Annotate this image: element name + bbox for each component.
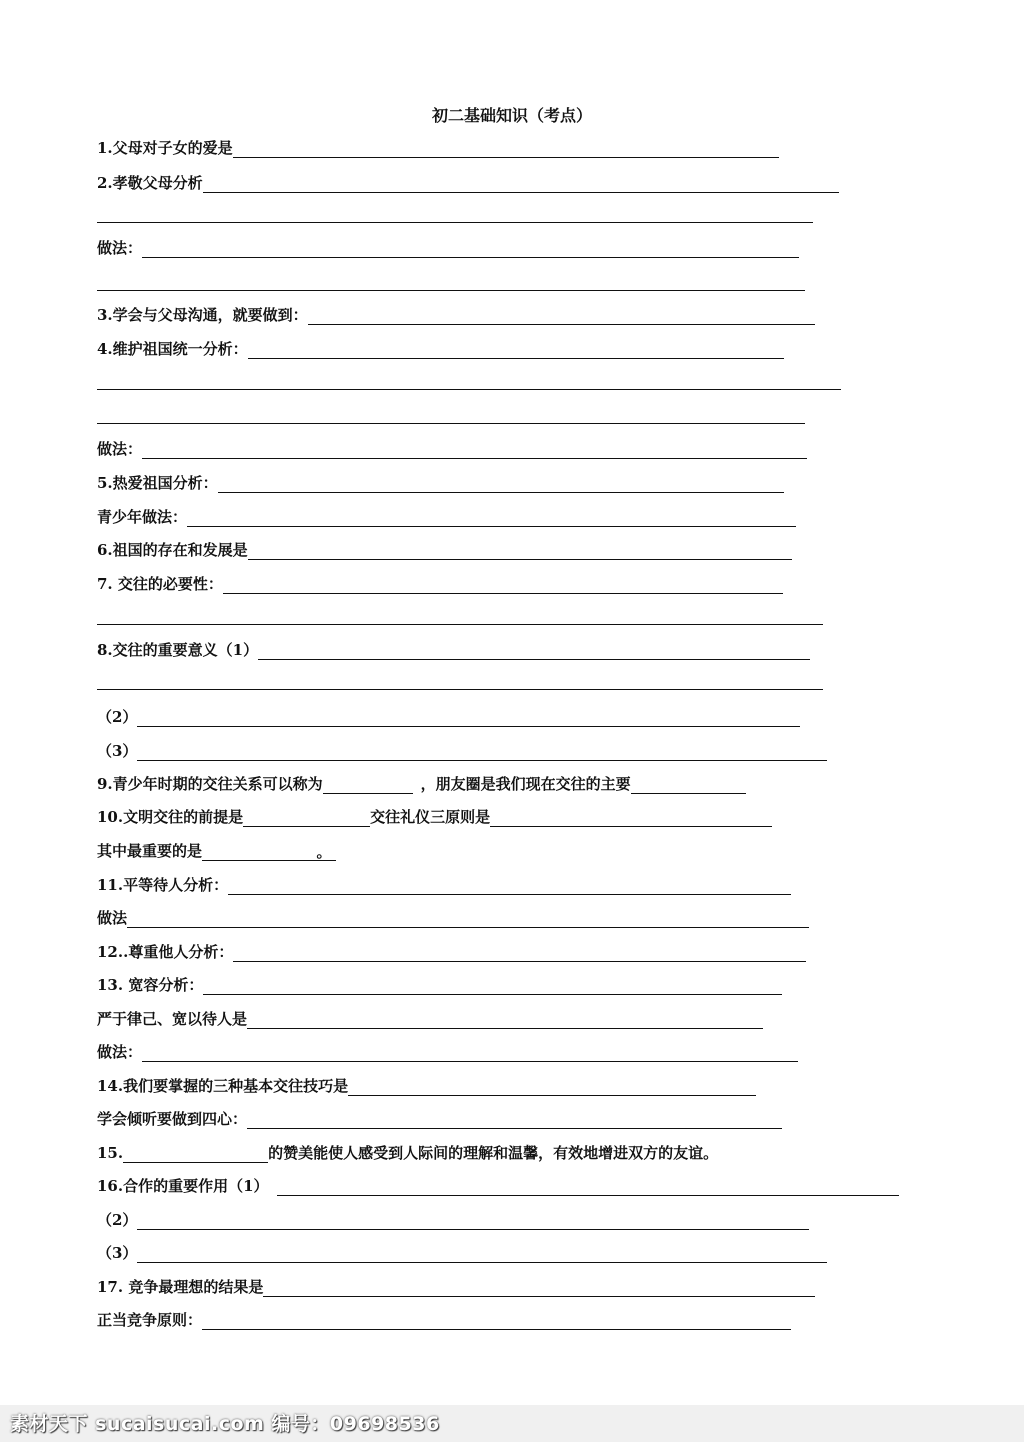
question-16-label: 16.合作的重要作用（1） — [97, 1177, 269, 1195]
question-9 — [97, 772, 746, 794]
answer-blank[interactable] — [187, 508, 796, 527]
question-4-method — [97, 437, 807, 459]
question-16-item-2 — [97, 1208, 809, 1230]
answer-blank[interactable] — [277, 1177, 899, 1196]
question-6-label: 6.祖国的存在和发展是 — [97, 541, 248, 559]
question-5-youth — [97, 505, 796, 527]
method-label: 做法： — [97, 1043, 143, 1061]
question-15-label-2: 的赞美能使人感受到人际间的理解和温馨，有效地增进双方的友谊。 — [268, 1144, 719, 1162]
question-11-method — [97, 906, 809, 928]
question-5-label: 5.热爱祖国分析： — [97, 474, 218, 492]
question-7 — [97, 572, 783, 594]
method-label: 做法： — [97, 239, 143, 257]
question-14 — [97, 1074, 756, 1096]
question-7-label: 7. 交往的必要性： — [97, 575, 223, 593]
answer-blank[interactable] — [243, 808, 370, 827]
question-13-label-2: 严于律己、宽以待人是 — [97, 1010, 248, 1028]
answer-blank[interactable] — [97, 290, 805, 291]
answer-blank[interactable] — [218, 474, 784, 493]
answer-blank[interactable] — [97, 389, 841, 390]
answer-blank[interactable] — [348, 1077, 756, 1096]
method-label: 做法： — [97, 440, 143, 458]
watermark-bar — [0, 1405, 1024, 1442]
page-title: 初二基础知识（考点） — [431, 106, 592, 125]
question-14-label-2: 学会倾听要做到四心： — [97, 1110, 248, 1128]
question-15-label: 15. — [97, 1144, 124, 1162]
question-9-label: 9.青少年时期的交往关系可以称为 — [97, 775, 323, 793]
answer-blank[interactable] — [142, 239, 799, 258]
question-3-label: 3.学会与父母沟通，就要做到： — [97, 306, 308, 324]
answer-blank[interactable] — [258, 641, 810, 660]
answer-blank[interactable] — [97, 624, 823, 625]
question-4 — [97, 337, 784, 359]
answer-blank[interactable] — [142, 1043, 798, 1062]
answer-blank[interactable] — [223, 575, 783, 594]
question-14-listening — [97, 1107, 782, 1129]
answer-blank[interactable] — [490, 808, 772, 827]
answer-blank[interactable] — [202, 1311, 791, 1330]
answer-blank[interactable] — [137, 708, 800, 727]
question-4-label: 4.维护祖国统一分析： — [97, 340, 248, 358]
answer-blank[interactable] — [248, 541, 792, 560]
answer-blank[interactable] — [137, 742, 827, 761]
answer-blank[interactable] — [127, 909, 809, 928]
youth-method-label: 青少年做法： — [97, 508, 188, 526]
question-12 — [97, 940, 806, 962]
answer-blank[interactable] — [202, 842, 312, 861]
question-17-label-2: 正当竞争原则： — [97, 1311, 203, 1329]
question-1 — [97, 136, 779, 158]
answer-blank[interactable] — [248, 340, 784, 359]
question-6 — [97, 538, 792, 560]
answer-blank[interactable] — [323, 775, 413, 794]
answer-blank[interactable] — [233, 943, 806, 962]
question-9-label-2: ，朋友圈是我们现在交往的主要 — [420, 775, 631, 793]
question-2-method — [97, 236, 799, 258]
answer-blank[interactable] — [631, 775, 746, 794]
answer-blank[interactable] — [203, 174, 839, 193]
question-10-label-3: 其中最重要的是 — [97, 842, 203, 860]
answer-blank[interactable] — [97, 222, 813, 223]
question-8 — [97, 638, 810, 660]
item-number: （2） — [97, 708, 138, 726]
item-number: （3） — [97, 742, 138, 760]
question-2-label: 2.孝敬父母分析 — [97, 174, 203, 192]
question-13-label: 13. 宽容分析： — [97, 976, 204, 994]
answer-blank[interactable] — [247, 1110, 782, 1129]
question-10-label: 10.文明交往的前提是 — [97, 808, 244, 826]
watermark-text: 素材天下 sucaisucai.com 编号：09698536 — [10, 1413, 440, 1435]
method-label: 做法 — [97, 909, 128, 927]
answer-blank[interactable] — [123, 1144, 268, 1163]
answer-blank[interactable] — [97, 689, 823, 690]
question-10-label-2: 交往礼仪三原则是 — [370, 808, 491, 826]
answer-blank[interactable] — [247, 1010, 763, 1029]
answer-blank[interactable] — [203, 976, 782, 995]
question-3 — [97, 303, 815, 325]
answer-blank[interactable] — [97, 423, 805, 424]
answer-blank[interactable] — [233, 139, 779, 158]
question-10-most-important — [97, 839, 336, 861]
question-13-principle — [97, 1007, 763, 1029]
question-13 — [97, 973, 782, 995]
question-16 — [97, 1174, 899, 1196]
answer-blank[interactable] — [137, 1211, 809, 1230]
question-17 — [97, 1275, 815, 1297]
question-10 — [97, 805, 772, 827]
answer-blank[interactable] — [308, 306, 815, 325]
question-17-label: 17. 竞争最理想的结果是 — [97, 1278, 264, 1296]
answer-blank[interactable] — [142, 440, 807, 459]
question-12-label: 12..尊重他人分析： — [97, 943, 234, 961]
question-8-item-2 — [97, 705, 800, 727]
answer-blank[interactable] — [263, 1278, 815, 1297]
question-11-label: 11.平等待人分析： — [97, 876, 229, 894]
question-16-item-3 — [97, 1241, 827, 1263]
question-1-label: 1.父母对子女的爱是 — [97, 139, 233, 157]
question-5 — [97, 471, 784, 493]
question-17-principle — [97, 1308, 791, 1330]
item-number: （2） — [97, 1211, 138, 1229]
question-11 — [97, 873, 791, 895]
question-13-method — [97, 1040, 798, 1062]
question-14-label: 14.我们要掌握的三种基本交往技巧是 — [97, 1077, 349, 1095]
item-number: （3） — [97, 1244, 138, 1262]
period-mark: 。 — [312, 842, 336, 861]
answer-blank[interactable] — [137, 1244, 827, 1263]
question-15 — [97, 1141, 718, 1163]
answer-blank[interactable] — [228, 876, 791, 895]
question-2 — [97, 171, 839, 193]
question-8-item-3 — [97, 739, 827, 761]
question-8-label: 8.交往的重要意义（1） — [97, 641, 259, 659]
